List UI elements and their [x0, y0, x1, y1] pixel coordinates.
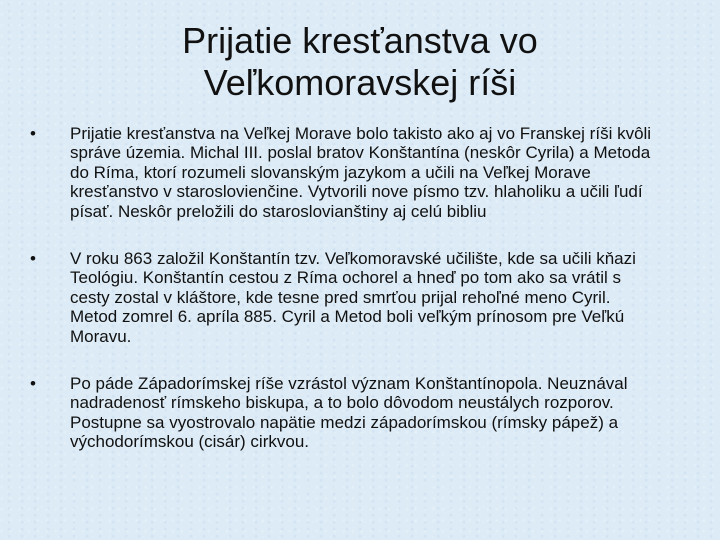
bullet-marker: •: [30, 249, 36, 269]
bullet-list: [30, 124, 660, 452]
slide-title: [60, 20, 660, 104]
slide-title-line-1: Prijatie kresťanstva vo: [182, 20, 538, 61]
bullet-marker: •: [30, 374, 36, 394]
bullet-item-3: [30, 374, 660, 452]
bullet-item-1: [30, 124, 660, 221]
bullet-text-1: Prijatie kresťanstva na Veľkej Morave bolo takisto ako aj vo Franskej ríši kvôli správe územia. Michal III. poslal bratov Konštantína (neskôr Cyrila) a Metoda do Ríma, ktorí rozumeli slovanským jazykom a učili na Veľkej Morave kresťanstvo v staroslovienčine. Vytvorili nove písmo tzv. hlaholiku a učili ľudí písať. Neskôr preložili do staroslovianštiny aj celú bibliu: [70, 124, 652, 221]
bullet-item-2: [30, 249, 660, 346]
bullet-marker: •: [30, 124, 36, 143]
bullet-text-2: V roku 863 založil Konštantín tzv. Veľkomoravské učilište, kde sa učili kňazi Teológiu. Konštantín cestou z Ríma ochorel a hneď po tom ako sa vrátil s cesty zostal v kláštore, kde tesne pred smrťou prijal rehoľné meno Cyril. Metod zomrel 6. apríla 885. Cyril a Metod boli veľkým prínosom pre Veľkú Moravu.: [70, 249, 636, 346]
slide-title-line-2: Veľkomoravskej ríši: [203, 62, 517, 103]
bullet-text-3: Po páde Západorímskej ríše vzrástol význam Konštantínopola. Neuznával nadradenosť rímskeho biskupa, a to bolo dôvodom neustálych rozporov. Postupne sa vyostrovalo napätie medzi západorímskou (rímsky pápež) a východorímskou (cisár) cirkvou.: [70, 374, 628, 452]
